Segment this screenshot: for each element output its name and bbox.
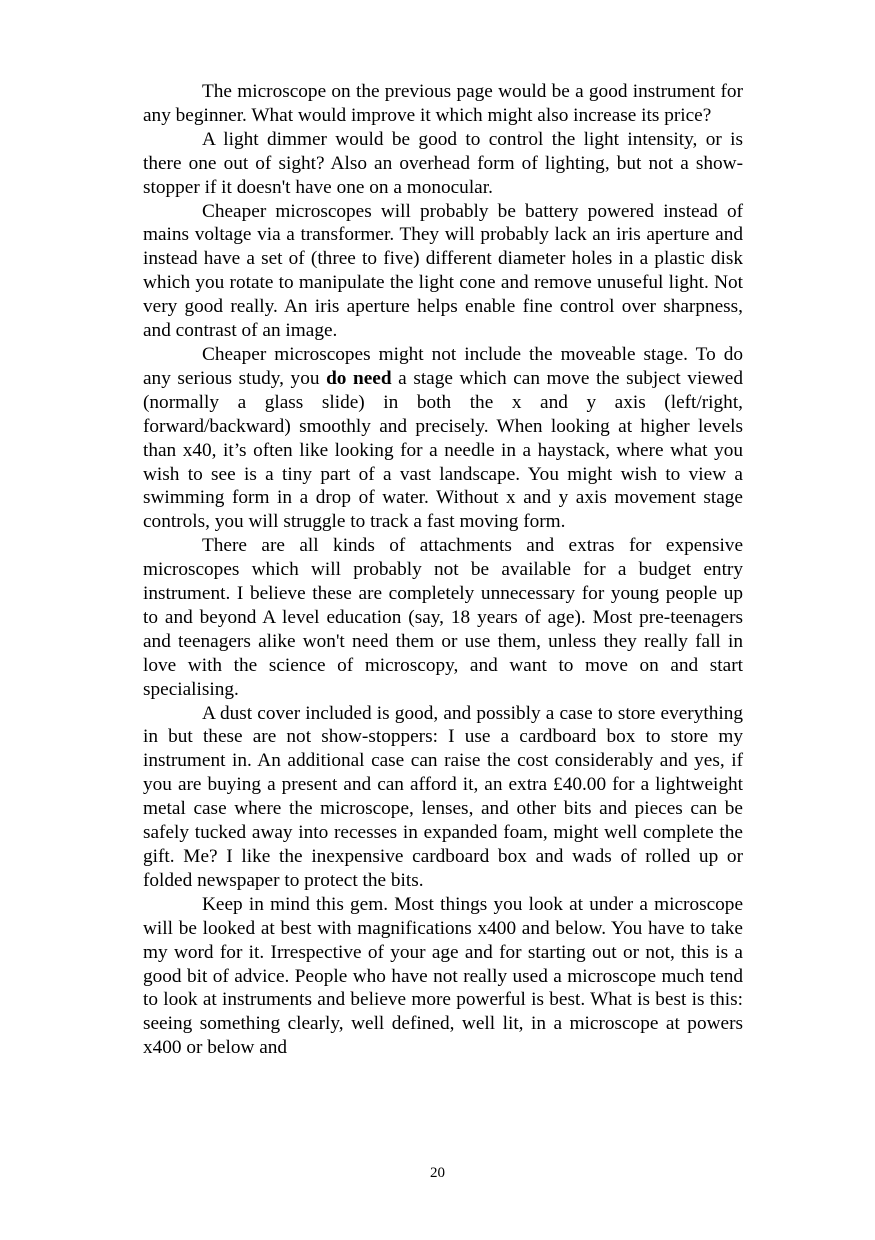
paragraph-intro: The microscope on the previous page would be a good instrument for any beginner. What would improve it which might also increase its price? [143,81,743,126]
body-text [143,80,743,1060]
emphasis-do-need: do need [326,367,392,389]
stage-text-before: Cheaper microscopes might not include the moveable stage. To do any serious study, you [143,343,743,389]
paragraph-dust-cover: A dust cover included is good, and possibly a case to store everything in but these are not show-stoppers: I use a cardboard box to store my instrument in. An additional case can raise the cost considerably and yes, if you are buying a present and can afford it, an extra £40.00 for a lightweight metal case where the microscope, lenses, and other bits and pieces can be safely tucked away into recesses in expanded foam, might well complete the gift. Me? I like the inexpensive cardboard box and wads of rolled up or folded newspaper to protect the bits. [143,702,743,891]
paragraph-attachments: There are all kinds of attachments and extras for expensive microscopes which will probably not be available for a budget entry instrument. I believe these are completely unnecessary for young people up to and beyond A level education (say, 18 years of age). Most pre-teenagers and teenagers alike won't need them or use them, unless they really fall in love with the science of microscopy, and want to move on and start specialising. [143,535,743,700]
stage-text-after: a stage which can move the subject viewed (normally a glass slide) in both the x and y axis (left/right, forward/backward) smoothly and precisely. When looking at higher levels than x40, it’s often like looking for a needle in a haystack, where what you wish to see is a tiny part of a vast landscape. You might wish to view a swimming form in a drop of water. Without x and y axis movement stage controls, you will struggle to track a fast moving form. [143,367,743,533]
paragraph-magnification: Keep in mind this gem. Most things you look at under a microscope will be looked at best with magnifications x400 and below. You have to take my word for it. Irrespective of your age and for starting out or not, this is a good bit of advice. People who have not really used a microscope much tend to look at instruments and believe more powerful is best. What is best is this: seeing something clearly, well defined, well lit, in a microscope at powers x400 or below and [143,893,743,1059]
page-number: 20 [430,1165,445,1181]
paragraph-iris-aperture: Cheaper microscopes will probably be battery powered instead of mains voltage via a transformer. They will probably lack an iris aperture and instead have a set of (three to five) different diameter holes in a plastic disk which you rotate to manipulate the light cone and remove unuseful light. Not very good really. An iris aperture helps enable fine control over sharpness, and contrast of an image. [143,200,743,342]
paragraph-moveable-stage [143,343,743,534]
paragraph-light-dimmer: A light dimmer would be good to control the light intensity, or is there one out of sight? Also an overhead form of lighting, but not a show-stopper if it doesn't have one on a monocular. [143,128,743,198]
